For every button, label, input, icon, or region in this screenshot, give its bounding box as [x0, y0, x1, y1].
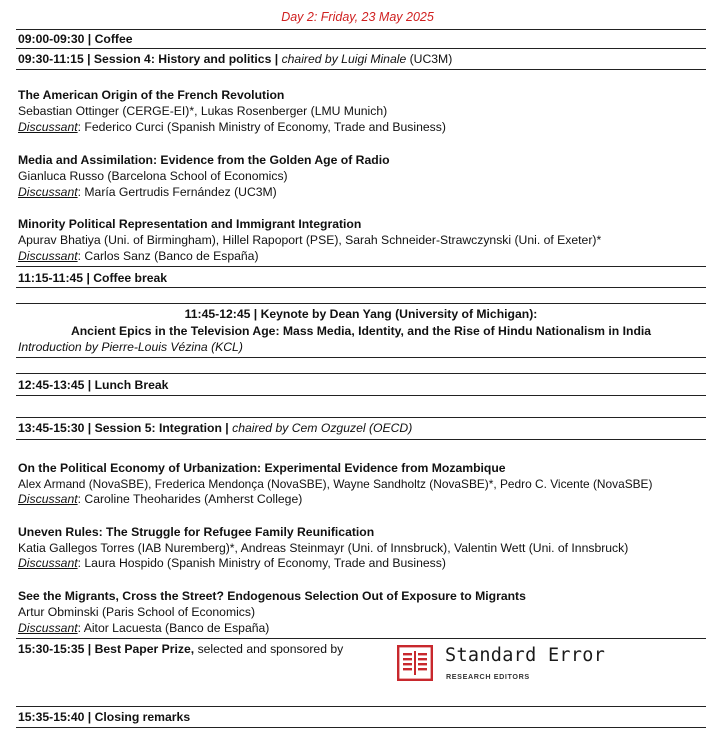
- divider: [16, 417, 706, 418]
- paper-authors: Apurav Bhatiya (Uni. of Birmingham), Hillel Rapoport (PSE), Sarah Schneider-Strawczynski (Uni. of Exeter)*: [18, 233, 602, 247]
- sponsor-subtitle: RESEARCH EDITORS: [446, 672, 530, 681]
- coffee-break-row: 11:15-11:45 | Coffee break: [18, 271, 168, 285]
- coffee-label: Coffee: [94, 32, 133, 46]
- divider: [16, 439, 706, 440]
- paper-title: Media and Assimilation: Evidence from the Golden Age of Radio: [18, 153, 390, 167]
- divider: [16, 266, 706, 267]
- paper-discussant: Discussant: Federico Curci (Spanish Ministry of Economy, Trade and Business): [18, 120, 446, 134]
- prize-rest: selected and sponsored by: [197, 642, 344, 656]
- discussant-label: Discussant: [18, 120, 78, 134]
- paper-title: The American Origin of the French Revolution: [18, 88, 285, 102]
- keynote-heading: 11:45-12:45 | Keynote by Dean Yang (University of Michigan):: [184, 307, 538, 321]
- paper-discussant: Discussant: María Gertrudis Fernández (UC3M): [18, 185, 277, 199]
- divider: [16, 727, 706, 728]
- paper-title: Minority Political Representation and Immigrant Integration: [18, 217, 362, 231]
- divider: [16, 373, 706, 374]
- paper-discussant: Discussant: Laura Hospido (Spanish Ministry of Economy, Trade and Business): [18, 556, 446, 570]
- session5-chair: chaired by Cem Ozguzel (OECD): [232, 421, 413, 435]
- paper-authors: Gianluca Russo (Barcelona School of Economics): [18, 169, 288, 183]
- paper-title: Uneven Rules: The Struggle for Refugee Family Reunification: [18, 525, 375, 539]
- paper-discussant: Discussant: Caroline Theoharides (Amherst College): [18, 492, 303, 506]
- session5-header: 13:45-15:30 | Session 5: Integration | chaired by Cem Ozguzel (OECD): [18, 421, 413, 435]
- coffee-break-label: Coffee break: [93, 271, 168, 285]
- discussant-name: Laura Hospido (Spanish Ministry of Economy, Trade and Business): [84, 556, 446, 570]
- lunch-time: 12:45-13:45: [18, 378, 85, 392]
- divider: [16, 638, 706, 639]
- lunch-row: 12:45-13:45 | Lunch Break: [18, 378, 169, 392]
- discussant-label: Discussant: [18, 556, 78, 570]
- divider: [16, 395, 706, 396]
- closing-time: 15:35-15:40: [18, 710, 85, 724]
- discussant-label: Discussant: [18, 492, 78, 506]
- session5-label: Session 5: Integration: [94, 421, 222, 435]
- session5-time: 13:45-15:30: [18, 421, 85, 435]
- paper-authors: Artur Obminski (Paris School of Economics): [18, 605, 256, 619]
- prize-row: 15:30-15:35 | Best Paper Prize, selected and sponsored by: [18, 642, 344, 656]
- paper-discussant: Discussant: Carlos Sanz (Banco de España): [18, 249, 259, 263]
- lunch-label: Lunch Break: [94, 378, 169, 392]
- session4-label: Session 4: History and politics: [93, 52, 272, 66]
- discussant-name: Aitor Lacuesta (Banco de España): [83, 621, 270, 635]
- divider: [16, 706, 706, 707]
- discussant-name: María Gertrudis Fernández (UC3M): [84, 185, 277, 199]
- day-heading: Day 2: Friday, 23 May 2025: [281, 10, 434, 24]
- divider: [16, 303, 706, 304]
- paper-title: On the Political Economy of Urbanization: Experimental Evidence from Mozambique: [18, 461, 506, 475]
- paper-title: See the Migrants, Cross the Street? Endogenous Selection Out of Exposure to Migrants: [18, 589, 526, 603]
- discussant-label: Discussant: [18, 249, 78, 263]
- paper-discussant: Discussant: Aitor Lacuesta (Banco de España): [18, 621, 270, 635]
- divider: [16, 287, 706, 288]
- keynote-title: Ancient Epics in the Television Age: Mass Media, Identity, and the Rise of Hindu Nationalism in India: [70, 324, 652, 338]
- divider: [16, 29, 706, 30]
- divider: [16, 69, 706, 70]
- paper-authors: Sebastian Ottinger (CERGE-EI)*, Lukas Rosenberger (LMU Munich): [18, 104, 388, 118]
- closing-row: 15:35-15:40 | Closing remarks: [18, 710, 191, 724]
- session4-chair-aff: (UC3M): [409, 52, 453, 66]
- session4-time: 09:30-11:15: [18, 52, 84, 66]
- discussant-label: Discussant: [18, 185, 78, 199]
- keynote-intro: Introduction by Pierre-Louis Vézina (KCL): [18, 340, 243, 354]
- divider: [16, 357, 706, 358]
- closing-label: Closing remarks: [94, 710, 191, 724]
- prize-time: 15:30-15:35: [18, 642, 85, 656]
- discussant-label: Discussant: [18, 621, 78, 635]
- coffee-row: 09:00-09:30 | Coffee: [18, 32, 133, 46]
- divider: [16, 48, 706, 49]
- paper-authors: Alex Armand (NovaSBE), Frederica Mendonça (NovaSBE), Wayne Sandholtz (NovaSBE)*, Pedro C. Vicente (NovaSBE): [18, 477, 653, 491]
- discussant-name: Federico Curci (Spanish Ministry of Economy, Trade and Business): [84, 120, 446, 134]
- discussant-name: Caroline Theoharides (Amherst College): [84, 492, 303, 506]
- prize-label: Best Paper Prize,: [94, 642, 195, 656]
- discussant-name: Carlos Sanz (Banco de España): [84, 249, 259, 263]
- sponsor-name: Standard Error: [445, 645, 606, 666]
- coffee-break-time: 11:15-11:45: [18, 271, 84, 285]
- standard-error-logo-icon: [397, 645, 433, 681]
- paper-authors: Katia Gallegos Torres (IAB Nuremberg)*, Andreas Steinmayr (Uni. of Innsbruck), Valentin Wett (Uni. of Innsbruck): [18, 541, 629, 555]
- session4-chair: chaired by Luigi Minale: [281, 52, 407, 66]
- session4-header: 09:30-11:15 | Session 4: History and politics | chaired by Luigi Minale (UC3M): [18, 52, 453, 66]
- coffee-time: 09:00-09:30: [18, 32, 85, 46]
